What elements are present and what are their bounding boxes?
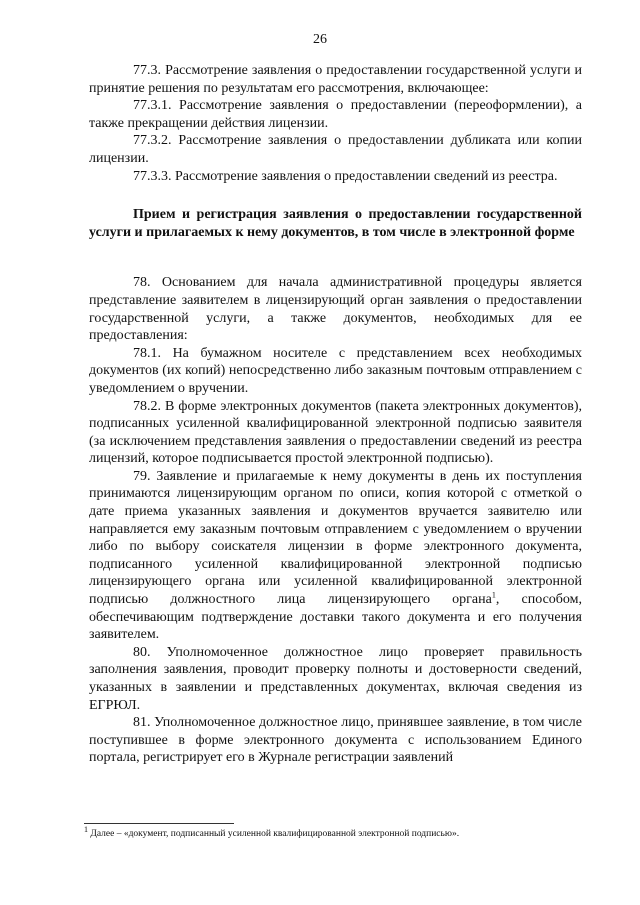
paragraph-79	[89, 468, 582, 644]
paragraph-79-text-before: 79. Заявление и прилагаемые к нему документы в день их поступления принимаются лицензирующим органом по описи, копия которой с отметкой о дате приема указанных заявления и документов вручается заявителю или направляется ему заказным почтовым отправлением с уведомлением о вручении либо по выбору соискателя лицензии в форме электронного документа, подписанного усиленной квалифицированной электронной подписью лицензирующего органа или усиленной квалифицированной электронной подписью должностного лица лицензирующего органа	[89, 468, 582, 608]
paragraph-81: 81. Уполномоченное должностное лицо, принявшее заявление, в том числе поступившее в форме электронного документа с использованием Единого портала, регистрирует его в Журнале регистрации заявлений	[89, 715, 582, 766]
footnote-separator	[84, 823, 234, 824]
page-number: 26	[313, 32, 327, 47]
footnote-reference: 1	[491, 590, 496, 600]
footnote	[84, 824, 584, 840]
paragraph-78: 78. Основанием для начала административной процедуры является представление заявителем в лицензирующий орган заявления о предоставлении государственной услуги, а также документов, необходимых для ее предоставления:	[89, 275, 582, 344]
footnote-text: Далее – «документ, подписанный усиленной квалифицированной электронной подписью».	[88, 829, 460, 839]
document-body	[89, 62, 582, 767]
paragraph-78-1: 78.1. На бумажном носителе с представлением всех необходимых документов (их копий) непосредственно либо заказным почтовым отправлением с уведомлением о вручении.	[89, 345, 582, 396]
paragraph-79-text-after: , способом, обеспечивающим подтверждение доставки такого документа и его получения заявителем.	[89, 592, 583, 643]
paragraph-80: 80. Уполномоченное должностное лицо проверяет правильность заполнения заявления, проводит проверку полноты и достоверности сведений, указанных в заявлении и представленных документах, включая сведения из ЕГРЮЛ.	[89, 644, 582, 713]
section-heading: Прием и регистрация заявления о предоставлении государственной услуги и прилагаемых к нему документов, в том числе в электронной форме	[89, 207, 582, 240]
paragraph-77-3: 77.3. Рассмотрение заявления о предоставлении государственной услуги и принятие решения по результатам его рассмотрения, включающее:	[89, 63, 582, 96]
paragraph-78-2: 78.2. В форме электронных документов (пакета электронных документов), подписанных усиленной квалифицированной электронной подписью заявителя (за исключением представления заявления о предоставлении сведений из реестра лицензий, которое подписывается простой электронной подписью).	[89, 398, 582, 467]
paragraph-77-3-2: 77.3.2. Рассмотрение заявления о предоставлении дубликата или копии лицензии.	[89, 133, 582, 166]
paragraph-77-3-1: 77.3.1. Рассмотрение заявления о предоставлении (переоформлении), а также прекращении действия лицензии.	[89, 98, 582, 131]
paragraph-77-3-3: 77.3.3. Рассмотрение заявления о предоставлении сведений из реестра.	[133, 168, 558, 184]
footnote-mark: 1	[84, 824, 88, 834]
